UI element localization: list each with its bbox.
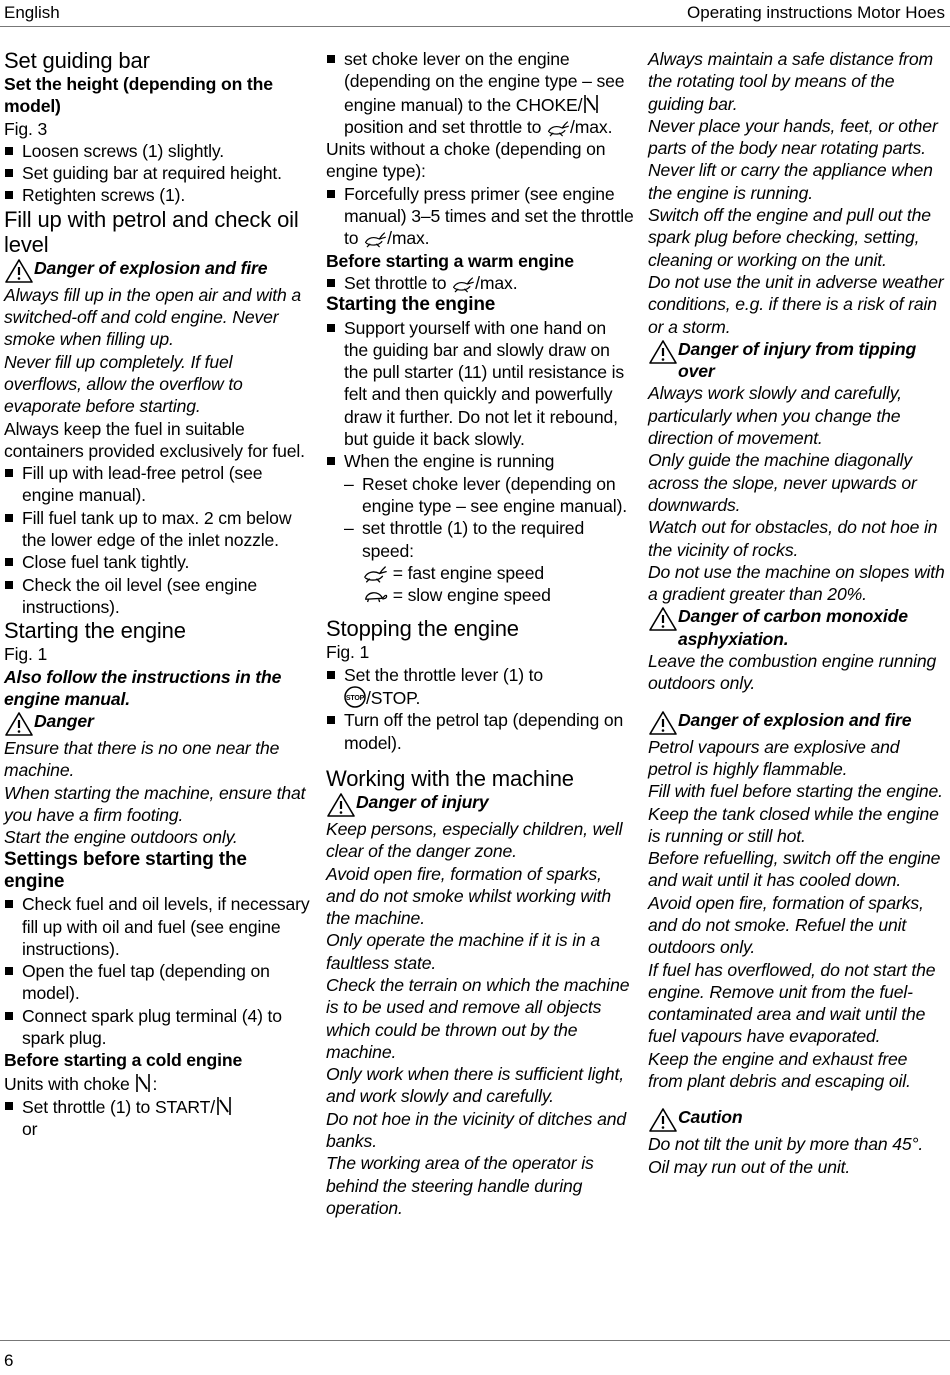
choke-icon [215, 1095, 233, 1117]
hare-icon [546, 119, 570, 137]
start-steps [326, 317, 634, 473]
warning-icon [4, 711, 34, 737]
choke-icon [582, 93, 600, 115]
safe-line: Switch off the engine and pull out the spark plug before checking, setting, cleaning or working on the unit. [648, 205, 931, 270]
settings-title: Settings before starting the engine [4, 848, 247, 892]
start-title: Starting the engine [4, 618, 186, 644]
list-item [4, 1095, 310, 1141]
start-fig: Fig. 1 [4, 644, 48, 665]
cold-title: Before starting a cold engine [4, 1050, 243, 1071]
list-item [326, 183, 634, 250]
co-warning [648, 605, 946, 650]
warning-icon [4, 258, 34, 284]
stop-word: /STOP [366, 688, 416, 709]
fill-warning [4, 257, 310, 284]
warning-icon [648, 606, 678, 632]
list-item: Turn off the petrol tap (depending on model). [326, 709, 634, 754]
list-item: Close fuel tank tightly. [4, 551, 310, 573]
page-number: 6 [4, 1351, 14, 1370]
co-text: Leave the combustion engine running outdoors only. [648, 651, 937, 694]
or-word: or [22, 1119, 38, 1140]
guide-fig: Fig. 3 [4, 118, 48, 139]
hare-icon [362, 564, 388, 583]
injury-warning [326, 791, 634, 818]
choke-word: CHOKE/ [515, 94, 583, 115]
period: . [607, 116, 613, 137]
safe-line: Never place your hands, feet, or other parts of the body near rotating parts. [648, 115, 938, 159]
fire-warning [648, 709, 946, 736]
warm-text: Set throttle to [344, 272, 447, 293]
warning-icon [648, 339, 678, 365]
language-label: English [4, 3, 60, 22]
fast-text: = fast engine speed [392, 562, 544, 583]
danger-line: Start the engine outdoors only. [4, 827, 238, 848]
slow-speed [326, 584, 634, 606]
list-item: Connect spark plug terminal (4) to spark plug. [4, 1005, 310, 1050]
fill-note: Always keep the fuel in suitable containers provided exclusively for fuel. [4, 418, 305, 461]
warning-icon [326, 792, 356, 818]
warning-label: Danger of explosion and fire [34, 257, 268, 278]
fast-speed [326, 562, 634, 584]
work-line: Keep persons, especially children, well clear of the danger zone. [326, 818, 623, 862]
colon: : [152, 1073, 158, 1094]
period: . [512, 272, 518, 293]
fill-warning-text-2: Never fill up completely. If fuel overflows, allow the overflow to evaporate before starting. [4, 351, 243, 417]
fire-line: Fill with fuel before starting the engine. Keep the tank closed while the engine is running or still hot. [648, 781, 943, 846]
warning-label: Danger of injury from tipping over [678, 338, 917, 382]
list-item: Fill fuel tank up to max. 2 cm below the lower edge of the inlet nozzle. [4, 507, 310, 552]
fire-line: Keep the engine and exhaust free from plant debris and escaping oil. [648, 1048, 911, 1092]
max-word: /max [475, 272, 513, 293]
max-word: /max [387, 228, 425, 249]
safe-line: Always maintain a safe distance from the rotating tool by means of the guiding bar. [648, 49, 934, 114]
warning-label: Danger [34, 711, 94, 732]
fire-line: Petrol vapours are explosive and petrol is highly flammable. [648, 736, 900, 779]
page-footer [0, 1340, 950, 1370]
period: . [424, 228, 430, 249]
warning-icon [648, 710, 678, 736]
max-word: /max [570, 116, 608, 137]
tip-line: Do not use the machine on slopes with a gradient greater than 20%. [648, 561, 945, 605]
start-follow-note: Also follow the instructions in the engine manual. [4, 666, 282, 709]
danger-warning [4, 710, 310, 737]
stop-icon [344, 686, 366, 708]
tip-warning [648, 338, 946, 383]
tip-line: Always work slowly and carefully, particularly when you change the direction of movement. [648, 383, 902, 449]
tip-line: Watch out for obstacles, do not hoe in the vicinity of rocks. [648, 517, 938, 560]
throttle-text: Set throttle (1) to [22, 1096, 151, 1117]
caution-line: Oil may run out of the unit. [648, 1156, 851, 1177]
running-steps [326, 473, 634, 562]
warning-label: Danger of explosion and fire [678, 709, 912, 730]
work-line: Only work when there is sufficient light, and work slowly and carefully. [326, 1064, 624, 1107]
choke-text-b: position and set throttle to [344, 116, 542, 137]
guide-subtitle: Set the height (depending on the model) [4, 74, 273, 117]
choke-steps [326, 48, 634, 138]
fire-line: Before refuelling, switch off the engine and wait until it has cooled down. Avoid open fire, formation of sparks, and do not smoke. Refuel the unit outdoors only. [648, 848, 941, 958]
warning-label: Caution [678, 1107, 743, 1128]
caution-warning [648, 1106, 946, 1133]
document-title: Operating instructions Motor Hoes [687, 3, 945, 22]
tip-line: Only guide the machine diagonally across the slope, never upwards or downwards. [648, 450, 917, 515]
danger-line: When starting the machine, ensure that you have a firm footing. [4, 782, 306, 826]
start-title-2: Starting the engine [326, 294, 496, 316]
list-item: Open the fuel tap (depending on model). [4, 960, 310, 1005]
fill-title: Fill up with petrol and check oil level [4, 206, 299, 257]
fill-steps [4, 462, 310, 618]
list-item [326, 272, 634, 294]
warning-label: Danger of injury [356, 791, 489, 812]
hare-icon [451, 275, 475, 293]
page-header [0, 0, 950, 27]
list-item: Loosen screws (1) slightly. [4, 140, 310, 162]
slow-text: = slow engine speed [392, 585, 551, 606]
stop-title: Stopping the engine [326, 616, 519, 642]
choke-icon [134, 1072, 152, 1094]
stop-fig: Fig. 1 [326, 642, 370, 663]
primer-steps [326, 183, 634, 250]
list-item [326, 48, 634, 138]
choke-text-a: set choke lever on the engine (depending on the engine type – see engine manual) to the [344, 49, 625, 115]
safe-line: Do not use the unit in adverse weather conditions, e.g. if there is a risk of rain or a storm. [648, 271, 944, 337]
warm-title: Before starting a warm engine [326, 250, 574, 271]
cold-units [4, 1072, 310, 1095]
warning-icon [648, 1107, 678, 1133]
safe-line: Never lift or carry the appliance when the engine is running. [648, 160, 933, 203]
column-2 [326, 48, 634, 1219]
warm-steps [326, 272, 634, 294]
turtle-icon [362, 586, 388, 605]
list-item [326, 664, 634, 710]
work-line: The working area of the operator is behind the steering handle during operation. [326, 1153, 594, 1218]
fill-warning-text-1: Always fill up in the open air and with a switched-off and cold engine. Never smoke when filling up. [4, 284, 302, 350]
danger-line: Ensure that there is no one near the machine. [4, 738, 280, 781]
list-item: – Reset choke lever (depending on engine type – see engine manual). [344, 473, 634, 518]
start-word: START/ [154, 1096, 215, 1117]
work-title: Working with the machine [326, 765, 574, 791]
list-item: Set guiding bar at required height. [4, 162, 310, 184]
caution-line: Do not tilt the unit by more than 45°. [648, 1134, 924, 1155]
hare-icon [363, 230, 387, 248]
warning-label: Danger of carbon monoxide asphyxiation. [678, 606, 908, 649]
column-1 [4, 48, 310, 1140]
list-item: Check fuel and oil levels, if necessary fill up with oil and fuel (see engine instructions). [4, 893, 310, 960]
primer-text: Forcefully press primer (see engine manual) 3–5 times and set the throttle to [344, 183, 634, 249]
list-item: Retighten screws (1). [4, 184, 310, 206]
stop-icon-label: STOP [345, 695, 365, 703]
stop-steps [326, 664, 634, 754]
work-line: Check the terrain on which the machine is to be used and remove all objects which could be thrown out by the machine. [326, 974, 630, 1062]
cold-steps [4, 1095, 310, 1141]
cold-units-text: Units with choke [4, 1073, 130, 1094]
period: . [415, 688, 421, 709]
fire-line: If fuel has overflowed, do not start the engine. Remove unit from the fuel-contaminated area and wait until the fuel vapours have evaporated. [648, 959, 936, 1047]
list-item: When the engine is running [326, 450, 634, 472]
settings-steps [4, 893, 310, 1049]
guide-title: Set guiding bar [4, 48, 150, 73]
stop-set-text: Set the throttle lever (1) to [344, 664, 544, 685]
list-item: Fill up with lead-free petrol (see engine manual). [4, 462, 310, 507]
work-line: Avoid open fire, formation of sparks, and do not smoke whilst working with the machine. [326, 863, 612, 929]
nochoke-text: Units without a choke (depending on engine type): [326, 139, 606, 182]
list-item: Support yourself with one hand on the guiding bar and slowly draw on the pull starter (11) until resistance is felt and then quickly and powerfully draw it further. Do not let it rebound, but guide it back slowly. [326, 317, 634, 451]
guide-steps [4, 140, 310, 207]
list-item: Check the oil level (see engine instructions). [4, 574, 310, 619]
column-3 [648, 48, 946, 1178]
work-line: Do not hoe in the vicinity of ditches and banks. [326, 1108, 626, 1152]
work-line: Only operate the machine if it is in a faultless state. [326, 930, 600, 973]
list-item: – set throttle (1) to the required speed: [344, 517, 634, 562]
